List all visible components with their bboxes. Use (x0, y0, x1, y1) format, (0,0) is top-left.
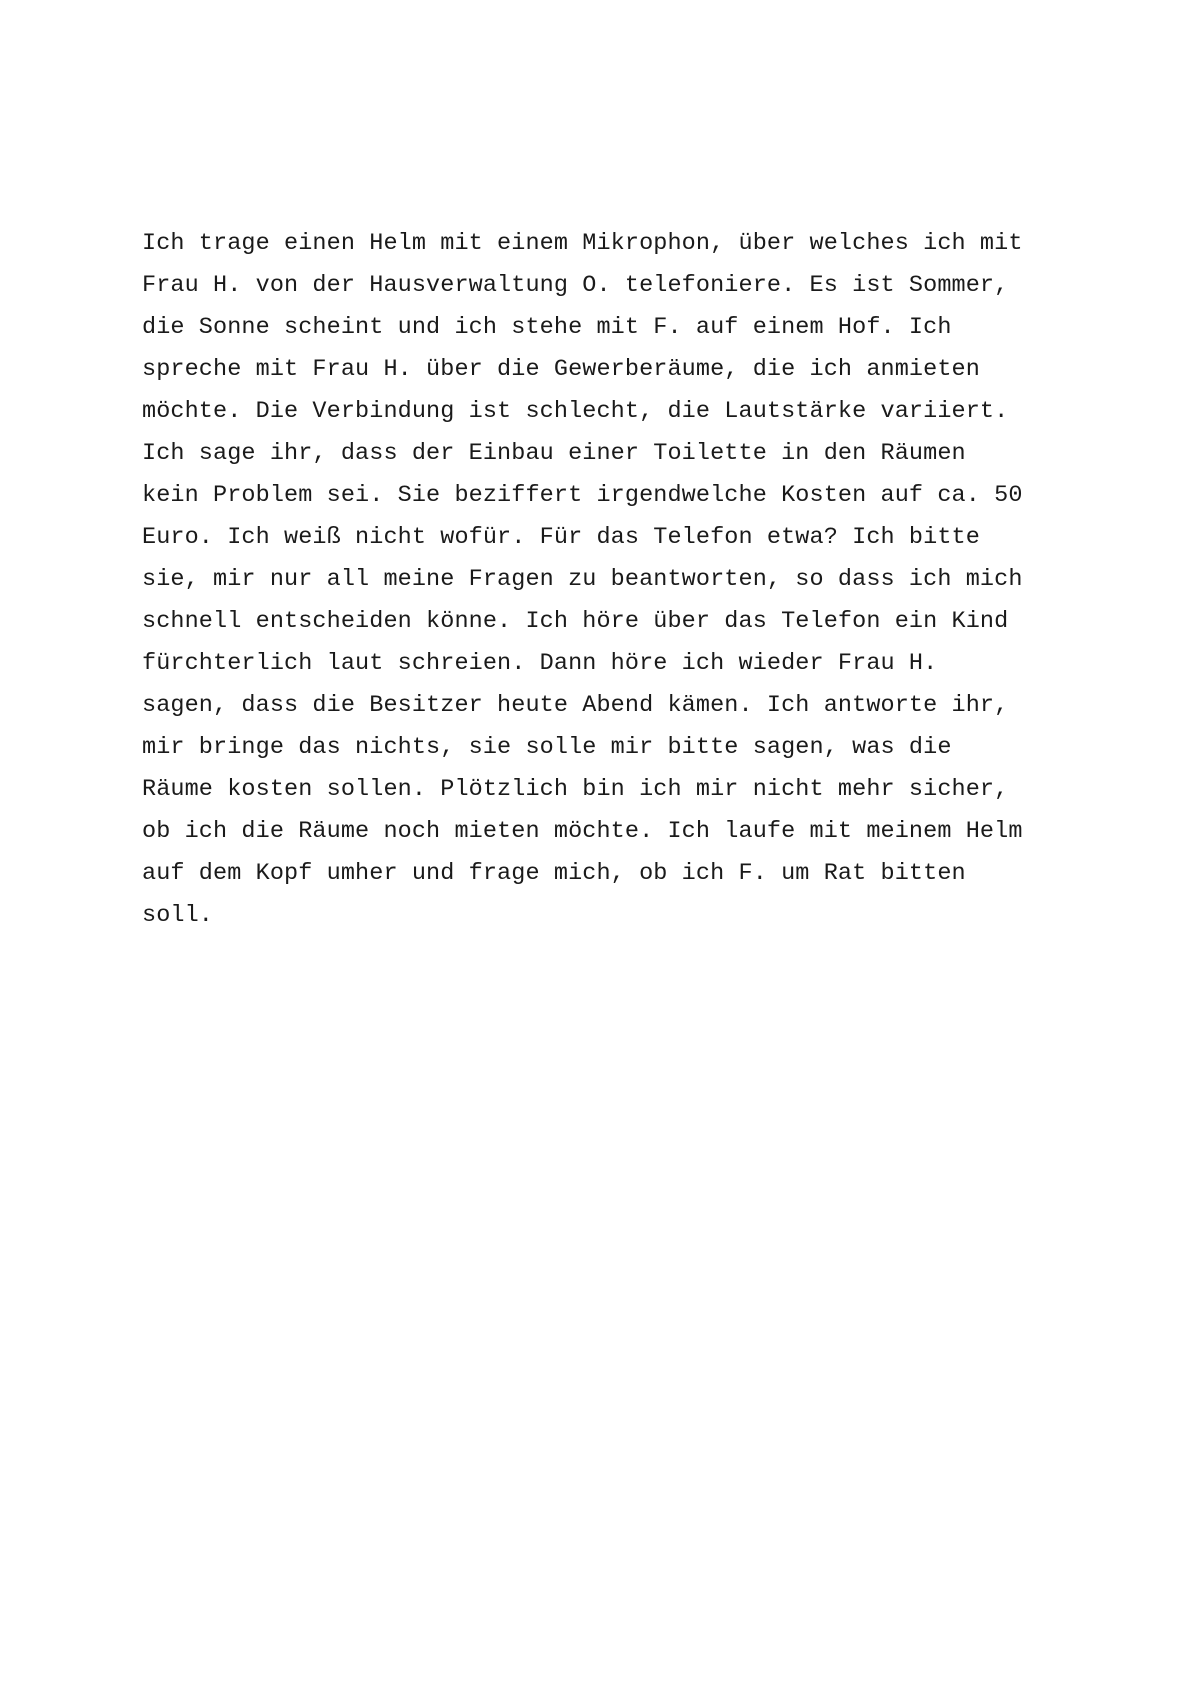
text-line: ob ich die Räume noch mieten möchte. Ich laufe mit meinem Helm (142, 818, 1023, 845)
text-line: Ich sage ihr, dass der Einbau einer Toilette in den Räumen (142, 440, 966, 467)
text-line: kein Problem sei. Sie beziffert irgendwelche Kosten auf ca. 50 (142, 482, 1023, 509)
body-paragraph (142, 223, 1102, 937)
text-line: die Sonne scheint und ich stehe mit F. auf einem Hof. Ich (142, 314, 952, 341)
text-line: soll. (142, 902, 214, 929)
text-line: spreche mit Frau H. über die Gewerberäume, die ich anmieten (142, 356, 980, 383)
text-line: mir bringe das nichts, sie solle mir bitte sagen, was die (142, 734, 952, 761)
text-line: möchte. Die Verbindung ist schlecht, die Lautstärke variiert. (142, 398, 1009, 425)
text-line: Frau H. von der Hausverwaltung O. telefoniere. Es ist Sommer, (142, 272, 1009, 299)
text-line: fürchterlich laut schreien. Dann höre ich wieder Frau H. (142, 650, 938, 677)
text-line: Ich trage einen Helm mit einem Mikrophon, über welches ich mit (142, 230, 1023, 257)
text-line: sie, mir nur all meine Fragen zu beantworten, so dass ich mich (142, 566, 1023, 593)
text-line: schnell entscheiden könne. Ich höre über das Telefon ein Kind (142, 608, 1009, 635)
text-line: Euro. Ich weiß nicht wofür. Für das Telefon etwa? Ich bitte (142, 524, 980, 551)
text-line: auf dem Kopf umher und frage mich, ob ich F. um Rat bitten (142, 860, 966, 887)
text-line: sagen, dass die Besitzer heute Abend kämen. Ich antworte ihr, (142, 692, 1009, 719)
text-line: Räume kosten sollen. Plötzlich bin ich mir nicht mehr sicher, (142, 776, 1009, 803)
